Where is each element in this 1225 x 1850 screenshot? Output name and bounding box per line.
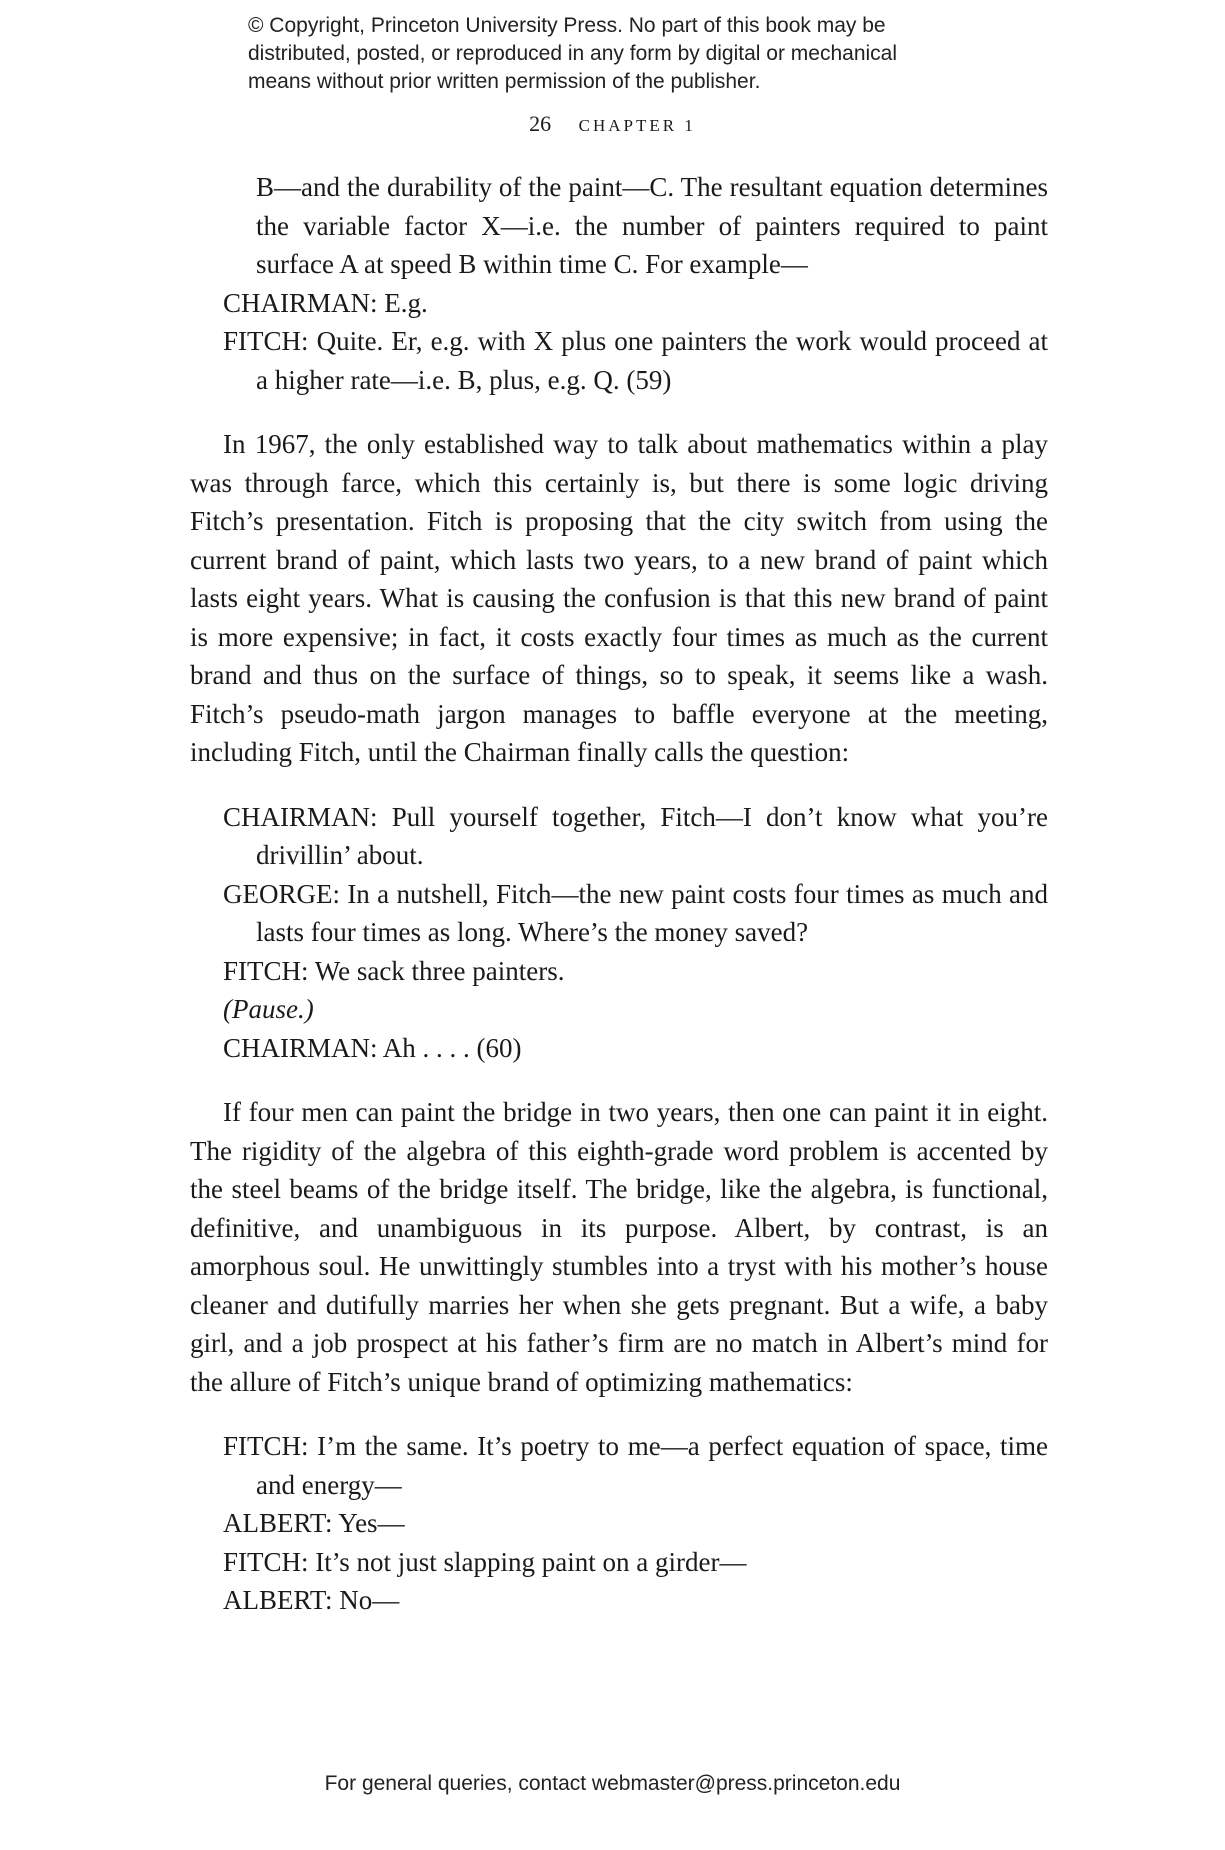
page-number: 26 xyxy=(529,111,552,136)
dialogue-continuation: B—and the durability of the paint—C. The resultant equation determines the variable factor X—i.e. the number of painters required to paint surface A at speed B within time C. For example— xyxy=(256,172,1048,279)
dialogue-line: GEORGE: In a nutshell, Fitch—the new paint costs four times as much and lasts four times as long. Where’s the money saved? xyxy=(223,878,1048,947)
dialogue-line: ALBERT: Yes— xyxy=(223,1508,405,1538)
page-body xyxy=(190,168,1048,1620)
dialogue-line: FITCH: Quite. Er, e.g. with X plus one painters the work would proceed at a higher rate—i.e. B, plus, e.g. Q. (59) xyxy=(223,326,1048,395)
dialogue-line: ALBERT: No— xyxy=(223,1585,400,1615)
footer-contact: For general queries, contact webmaster@press.princeton.edu xyxy=(324,1772,901,1795)
dialogue-line: FITCH: We sack three painters. xyxy=(223,955,565,986)
copyright-line: © Copyright, Princeton University Press. No part of this book may be xyxy=(248,14,886,37)
body-paragraph: If four men can paint the bridge in two years, then one can paint it in eight. The rigidity of the algebra of this eighth-grade word problem is accented by the steel beams of the bridge itself. The bridge, like the algebra, is functional, definitive, and unambiguous in its purpose. Albert, by contrast, is an amorphous soul. He unwittingly stumbles into a tryst with his mother’s house cleaner and dutifully marries her when she gets pregnant. But a wife, a baby girl, and a job prospect at his father’s firm are no match in Albert’s mind for the allure of Fitch’s unique brand of optimizing mathematics: xyxy=(190,1097,1048,1397)
running-head xyxy=(0,111,1225,137)
stage-direction: (Pause.) xyxy=(223,994,314,1024)
dialogue-line: CHAIRMAN: Pull yourself together, Fitch—I don’t know what you’re drivillin’ about. xyxy=(223,801,1048,870)
copyright-line: means without prior written permission of the publisher. xyxy=(248,70,761,93)
chapter-label: CHAPTER 1 xyxy=(578,116,696,135)
dialogue-line: CHAIRMAN: E.g. xyxy=(223,287,428,318)
copyright-notice xyxy=(248,12,1008,96)
dialogue-line: CHAIRMAN: Ah . . . . (60) xyxy=(223,1032,522,1063)
dialogue-line: FITCH: I’m the same. It’s poetry to me—a perfect equation of space, time and energy— xyxy=(223,1431,1048,1500)
dialogue-line: FITCH: It’s not just slapping paint on a girder— xyxy=(223,1546,747,1577)
copyright-line: distributed, posted, or reproduced in any form by digital or mechanical xyxy=(248,42,898,65)
body-paragraph: In 1967, the only established way to talk about mathematics within a play was through farce, which this certainly is, but there is some logic driving Fitch’s presentation. Fitch is proposing that the city switch from using the current brand of paint, which lasts two years, to a new brand of paint which lasts eight years. What is causing the confusion is that this new brand of paint is more expensive; in fact, it costs exactly four times as much as the current brand and thus on the surface of things, so to speak, it seems like a wash. Fitch’s pseudo-math jargon manages to baffle everyone at the meeting, including Fitch, until the Chairman finally calls the question: xyxy=(190,429,1048,767)
